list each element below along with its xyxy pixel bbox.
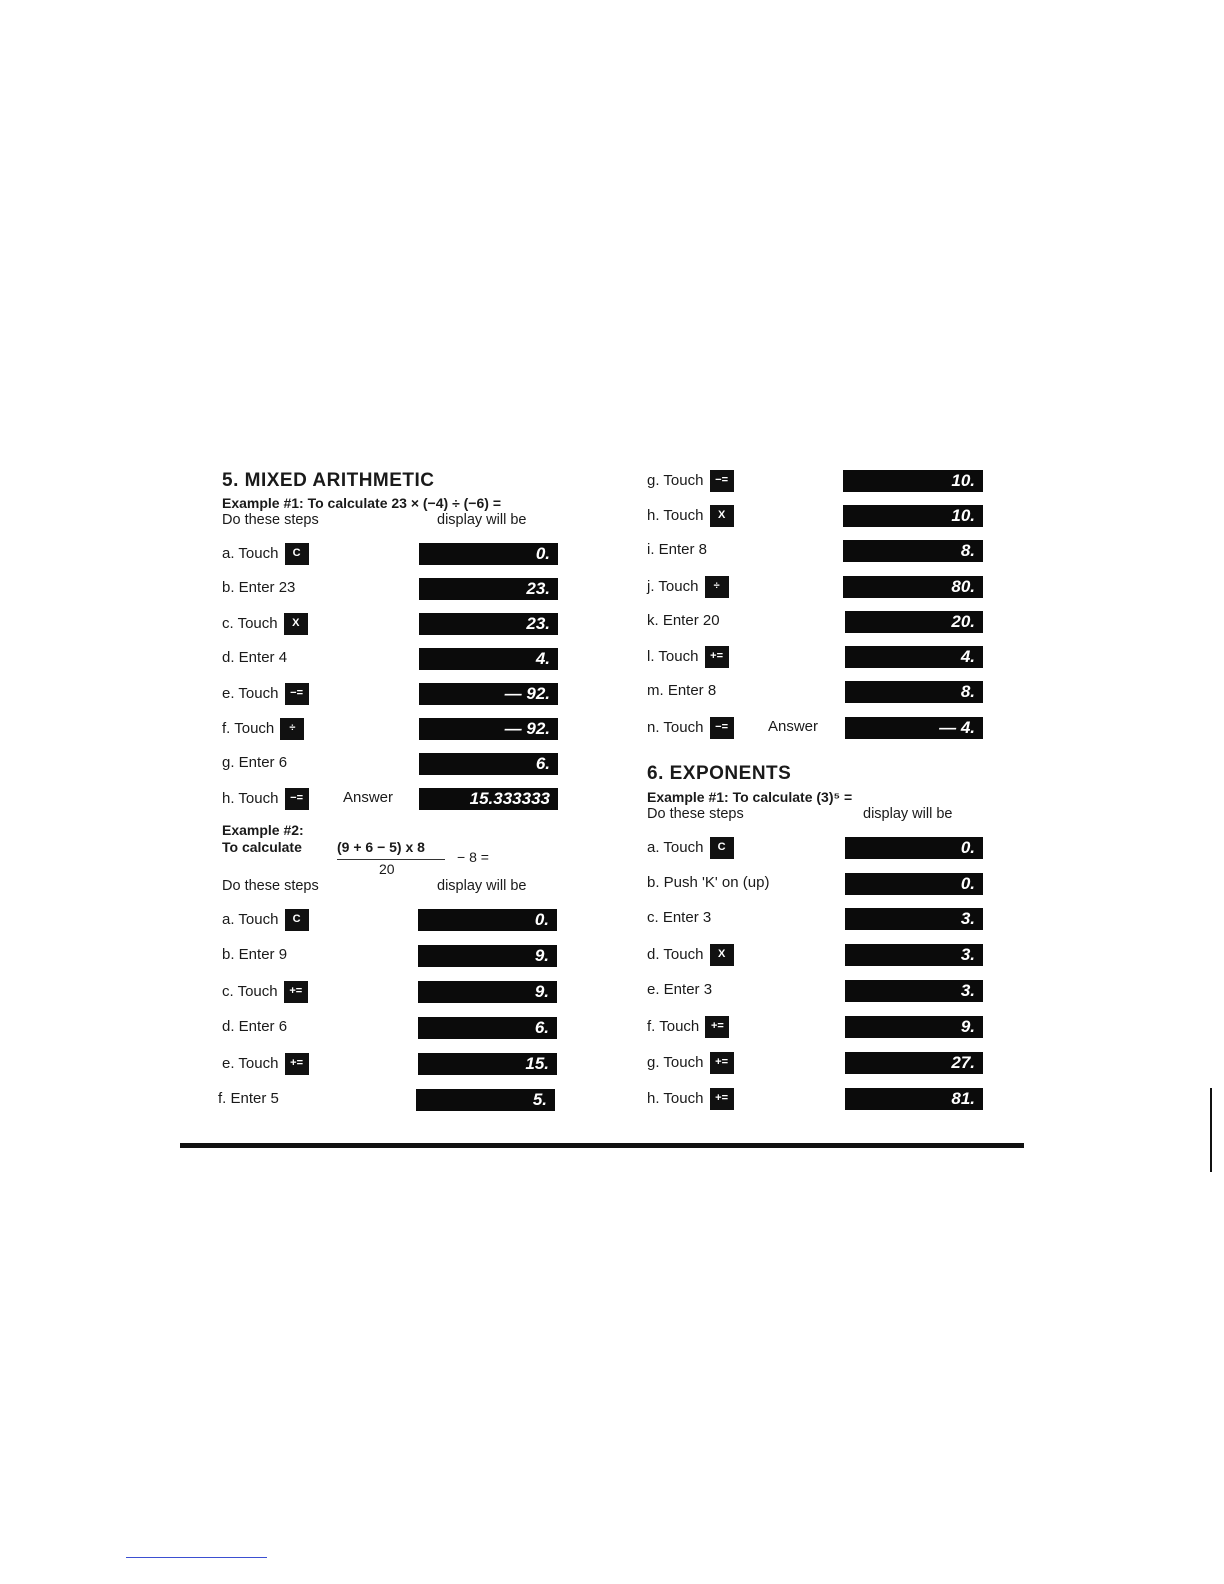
calculator-display: — 92. <box>419 718 558 740</box>
step-row <box>222 981 308 1003</box>
calculator-display-answer: — 4. <box>845 717 983 739</box>
step-label: f. Touch <box>647 1017 700 1035</box>
step-label: e. Touch <box>222 684 279 702</box>
step-label: a. Touch <box>222 910 279 928</box>
step-row <box>222 613 308 635</box>
step-row <box>222 718 304 740</box>
section-title-exponents: 6. EXPONENTS <box>647 763 792 784</box>
divide-key-icon: ÷ <box>280 718 304 740</box>
calculator-display: 15. <box>418 1053 557 1075</box>
step-label: h. Touch <box>647 506 704 524</box>
fraction-denominator: 20 <box>379 861 395 877</box>
calculator-display-answer: 15.333333 <box>419 788 558 810</box>
plus-equals-key-icon: += <box>705 1016 729 1038</box>
c-key-icon: C <box>285 909 309 931</box>
calculator-display: 0. <box>845 837 983 859</box>
display-header: display will be <box>437 878 527 894</box>
step-label: g. Enter 6 <box>222 754 288 771</box>
calculator-display: — 92. <box>419 683 558 705</box>
example-2-title: Example #2: <box>222 822 304 838</box>
step-row <box>647 505 734 527</box>
step-label: g. Touch <box>647 471 704 489</box>
step-row <box>222 788 309 810</box>
multiply-key-icon: X <box>710 505 734 527</box>
plus-equals-key-icon: += <box>284 981 308 1003</box>
step-row <box>647 717 734 739</box>
fraction-expression <box>337 839 497 881</box>
plus-equals-key-icon: += <box>705 646 729 668</box>
calculator-display: 3. <box>845 980 983 1002</box>
step-row <box>647 837 734 859</box>
step-row <box>647 540 707 560</box>
step-label: d. Enter 4 <box>222 649 288 666</box>
step-label: c. Touch <box>222 982 278 1000</box>
step-label: f. Touch <box>222 719 275 737</box>
step-row <box>222 909 309 931</box>
calculator-display: 9. <box>418 981 557 1003</box>
to-calculate-label: To calculate <box>222 839 302 855</box>
step-row <box>222 648 287 668</box>
bottom-link-line <box>126 1557 267 1558</box>
step-row <box>647 908 711 928</box>
calculator-display: 8. <box>845 681 983 703</box>
step-row <box>647 1016 729 1038</box>
step-row <box>647 611 720 631</box>
step-label: c. Enter 3 <box>647 909 712 926</box>
step-row <box>647 980 712 1000</box>
step-label: b. Push 'K' on (up) <box>647 874 770 891</box>
multiply-key-icon: X <box>284 613 308 635</box>
step-label: c. Touch <box>222 614 278 632</box>
calculator-display: 3. <box>845 944 983 966</box>
minus-equals-key-icon: −= <box>285 788 309 810</box>
right-edge-line <box>1210 1088 1212 1172</box>
calculator-display: 6. <box>418 1017 557 1039</box>
calculator-display: 10. <box>843 470 983 492</box>
minus-equals-key-icon: −= <box>285 683 309 705</box>
step-label: b. Enter 9 <box>222 946 288 963</box>
calculator-display: 23. <box>419 578 558 600</box>
step-label: l. Touch <box>647 647 699 665</box>
step-row <box>222 543 309 565</box>
calculator-display: 4. <box>419 648 558 670</box>
step-row <box>218 1089 279 1109</box>
calculator-display: 6. <box>419 753 558 775</box>
step-label: h. Touch <box>222 789 279 807</box>
step-label: i. Enter 8 <box>647 541 708 558</box>
calculator-display: 27. <box>845 1052 983 1074</box>
steps-header: Do these steps <box>222 512 319 528</box>
calculator-display: 8. <box>843 540 983 562</box>
c-key-icon: C <box>285 543 309 565</box>
divide-key-icon: ÷ <box>705 576 729 598</box>
step-row <box>222 578 295 598</box>
steps-header: Do these steps <box>222 878 319 894</box>
step-row <box>647 873 769 893</box>
step-label: j. Touch <box>647 577 699 595</box>
fraction-bar <box>337 859 445 860</box>
step-row <box>647 1088 734 1110</box>
step-row <box>222 1053 309 1075</box>
minus-equals-key-icon: −= <box>710 470 734 492</box>
calculator-display: 9. <box>418 945 557 967</box>
plus-equals-key-icon: += <box>285 1053 309 1075</box>
step-label: d. Enter 6 <box>222 1018 288 1035</box>
step-row <box>647 944 734 966</box>
step-row <box>647 646 729 668</box>
calculator-display: 10. <box>843 505 983 527</box>
fraction-tail: − 8 = <box>457 849 489 865</box>
step-label: d. Touch <box>647 945 704 963</box>
calculator-display: 4. <box>845 646 983 668</box>
display-header: display will be <box>437 512 527 528</box>
section-title-mixed-arithmetic: 5. MIXED ARITHMETIC <box>222 470 435 491</box>
step-row <box>647 470 734 492</box>
example-1-title: Example #1: To calculate (3)⁵ = <box>647 789 853 805</box>
example-1-title: Example #1: To calculate 23 × (−4) ÷ (−6) = <box>222 495 501 511</box>
calculator-display: 80. <box>843 576 983 598</box>
c-key-icon: C <box>710 837 734 859</box>
fraction-numerator: (9 + 6 − 5) x 8 <box>337 839 425 855</box>
plus-equals-key-icon: += <box>710 1088 734 1110</box>
calculator-display: 3. <box>845 908 983 930</box>
answer-label: Answer <box>768 718 819 735</box>
plus-equals-key-icon: += <box>710 1052 734 1074</box>
step-label: a. Touch <box>647 838 704 856</box>
step-row <box>222 753 287 773</box>
step-label: h. Touch <box>647 1089 704 1107</box>
step-label: g. Touch <box>647 1053 704 1071</box>
minus-equals-key-icon: −= <box>710 717 734 739</box>
calculator-display: 9. <box>845 1016 983 1038</box>
step-label: e. Enter 3 <box>647 981 713 998</box>
calculator-display: 0. <box>419 543 558 565</box>
step-row <box>222 945 287 965</box>
step-label: e. Touch <box>222 1054 279 1072</box>
step-label: a. Touch <box>222 544 279 562</box>
display-header: display will be <box>863 806 953 822</box>
multiply-key-icon: X <box>710 944 734 966</box>
step-label: f. Enter 5 <box>218 1090 279 1107</box>
step-row <box>647 576 729 598</box>
steps-header: Do these steps <box>647 806 744 822</box>
step-row <box>647 1052 734 1074</box>
step-label: m. Enter 8 <box>647 682 717 699</box>
step-row <box>222 1017 287 1037</box>
step-row <box>222 683 309 705</box>
answer-label: Answer <box>343 789 394 806</box>
calculator-display: 0. <box>418 909 557 931</box>
step-label: n. Touch <box>647 718 704 736</box>
calculator-display: 81. <box>845 1088 983 1110</box>
calculator-display: 20. <box>845 611 983 633</box>
step-label: k. Enter 20 <box>647 612 720 629</box>
calculator-display: 5. <box>416 1089 555 1111</box>
step-row <box>647 681 716 701</box>
calculator-display: 23. <box>419 613 558 635</box>
calculator-display: 0. <box>845 873 983 895</box>
step-label: b. Enter 23 <box>222 579 296 596</box>
bottom-rule <box>180 1143 1024 1148</box>
